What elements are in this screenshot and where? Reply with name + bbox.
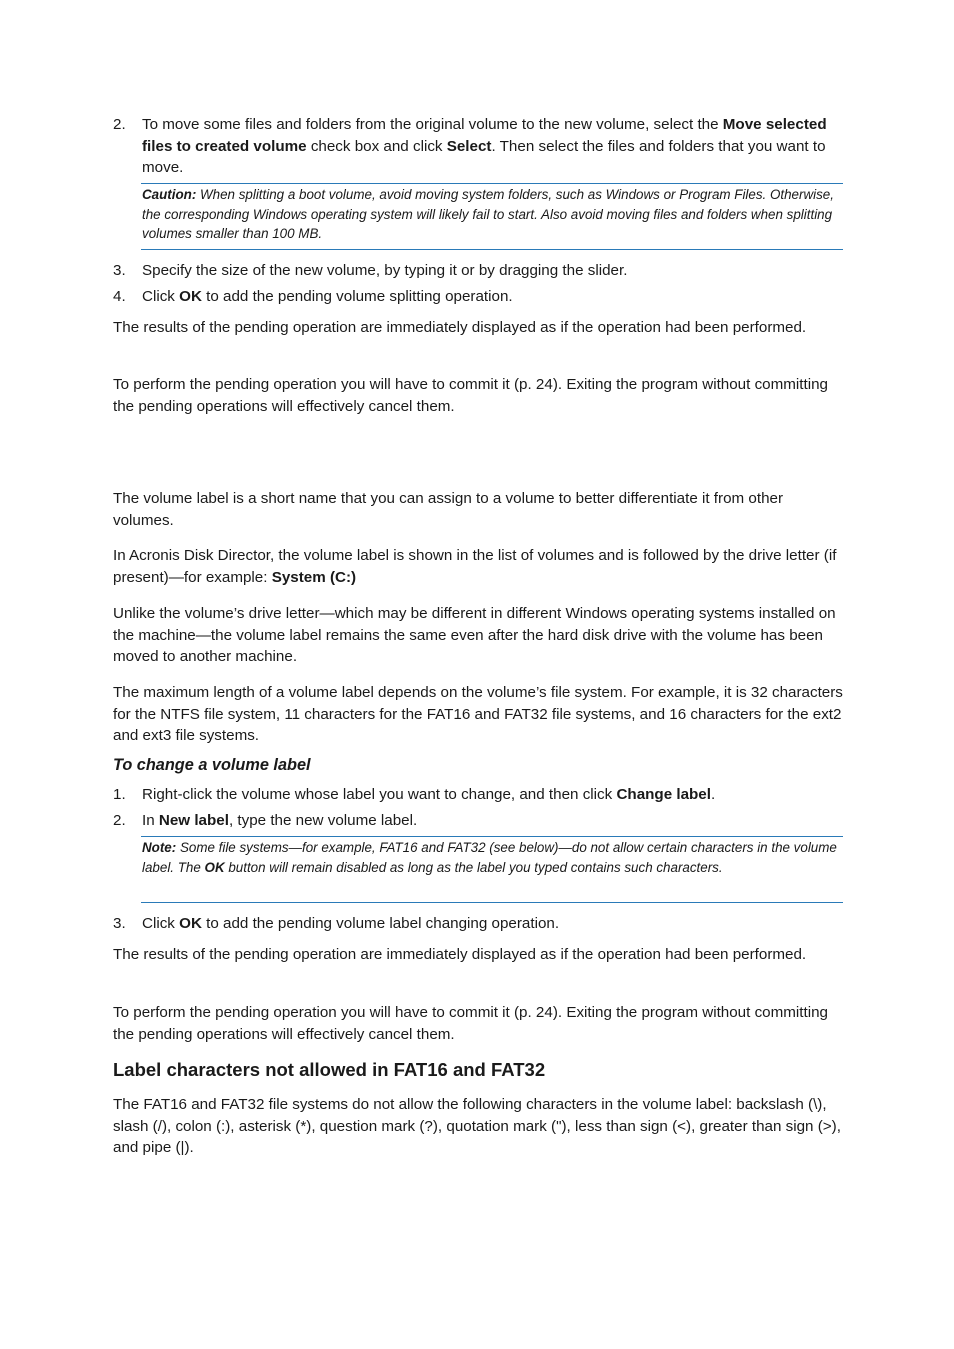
list-text: Right-click the volume whose label you want to change, and then click Change label. [142, 786, 716, 803]
list-text: Specify the size of the new volume, by typing it or by dragging the slider. [142, 262, 628, 279]
paragraph-label-unlike: Unlike the volume’s drive letter—which may be different in different Windows operating systems installed on the machine—the volume label remains the same even after the hard disk drive with the volume has been moved to another machine. [113, 605, 836, 666]
list-number: 2. [113, 812, 126, 829]
list-text: Click OK to add the pending volume splitting operation. [142, 288, 513, 305]
bold-text: Change label [616, 786, 711, 803]
paragraph-results-2: The results of the pending operation are immediately displayed as if the operation had been performed. [113, 946, 807, 963]
list-text: In New label, type the new volume label. [142, 812, 418, 829]
bold-text: System (C:) [271, 568, 357, 586]
paragraph-label-max: The maximum length of a volume label depends on the volume’s file system. For example, it is 32 characters for the NTFS file system, 11 characters for the FAT16 and FAT32 file systems, and 16 characters for the ext2 and ext3 file systems. [113, 684, 843, 745]
paragraph-commit-2: To perform the pending operation you will have to commit it (p. 24). Exiting the program without committing the pending operations will effectively cancel them. [113, 1004, 828, 1043]
caution-label: Caution: [142, 187, 197, 202]
list-number: 4. [113, 288, 126, 305]
bold-text: Move selected files to created volume [142, 116, 827, 155]
bold-text: OK [204, 859, 225, 875]
bold-text: New label [158, 812, 229, 829]
list-text: To move some files and folders from the original volume to the new volume, select the Move selected files to created volume check box and click Select. Then select the files and folders that you want to move. [142, 116, 827, 176]
caution-box [141, 183, 843, 250]
subheading: To change a volume label [113, 756, 311, 774]
list-number: 3. [113, 262, 126, 279]
list-text: Click OK to add the pending volume label changing operation. [142, 915, 560, 932]
note-label: Note: [142, 840, 177, 855]
paragraph-results: The results of the pending operation are immediately displayed as if the operation had been performed. [113, 319, 807, 336]
caution-text: When splitting a boot volume, avoid moving system folders, such as Windows or Program Files. Otherwise, the corresponding Windows operating system will likely fail to start. Also avoid moving files and folders when splitting volumes smaller than 100 MB. [142, 187, 834, 242]
paragraph-label-shown: In Acronis Disk Director, the volume label is shown in the list of volumes and is followed by the drive letter (if present)—for example: System (C:) [113, 547, 837, 586]
paragraph-label-intro: The volume label is a short name that you can assign to a volume to better differentiate it from other volumes. [113, 490, 784, 529]
section-heading: Label characters not allowed in FAT16 and FAT32 [113, 1059, 546, 1080]
bold-text: OK [179, 915, 202, 932]
bold-text: OK [179, 288, 202, 305]
list-number: 1. [113, 786, 126, 803]
paragraph-commit: To perform the pending operation you will have to commit it (p. 24). Exiting the program without committing the pending operations will effectively cancel them. [113, 376, 828, 415]
list-number: 3. [113, 915, 126, 932]
bold-text: Select [446, 137, 492, 155]
list-number: 2. [113, 116, 126, 133]
note-box: Note: Some file systems—for example, FAT16 and FAT32 (see below)—do not allow certain characters in the volume label. The OK button will remain disabled as long as the label you typed contains such characters. [141, 836, 843, 903]
paragraph-fat-characters: The FAT16 and FAT32 file systems do not allow the following characters in the volume label: backslash (\), slash (/), colon (:), asterisk (*), question mark (?), quotation mark ("), less than sign (<), greater than sign (>), and pipe (|). [113, 1096, 841, 1157]
